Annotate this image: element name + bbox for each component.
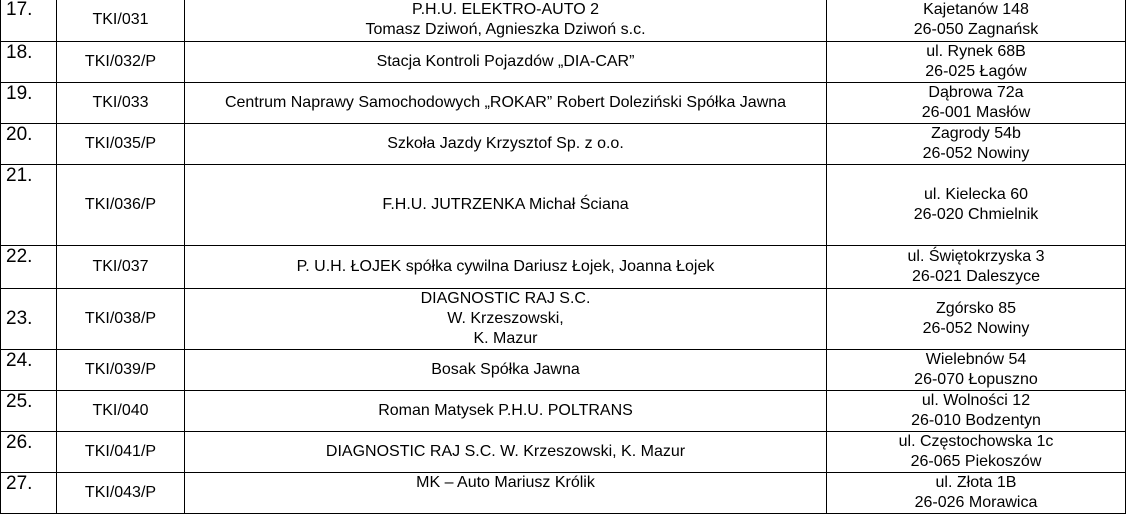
address-postal: 26-026 Morawica — [914, 494, 1038, 511]
station-name — [185, 350, 827, 391]
station-name-line: DIAGNOSTIC RAJ S.C. — [420, 290, 591, 307]
address-postal: 26-025 Łagów — [925, 63, 1027, 80]
address-postal: 26-001 Masłów — [921, 104, 1031, 121]
station-code: TKI/038/P — [57, 289, 185, 350]
row-number: 27. — [1, 473, 57, 514]
address-postal: 26-010 Bodzentyn — [911, 412, 1041, 429]
station-name-line: Roman Matysek P.H.U. POLTRANS — [378, 402, 633, 419]
row-number: 19. — [1, 83, 57, 124]
station-code: TKI/039/P — [57, 350, 185, 391]
table-row — [1, 124, 1126, 165]
station-address — [827, 350, 1126, 391]
station-name — [185, 289, 827, 350]
station-address — [827, 391, 1126, 432]
row-number: 21. — [1, 165, 57, 246]
station-name — [185, 0, 827, 42]
table-row — [1, 432, 1126, 473]
address-street: ul. Świętokrzyska 3 — [907, 248, 1045, 265]
address-street: ul. Kielecka 60 — [923, 186, 1029, 203]
address-street: Wielebnów 54 — [925, 351, 1027, 368]
station-name — [185, 124, 827, 165]
station-name-line: P.H.U. ELEKTRO-AUTO 2 — [411, 1, 599, 18]
station-name-line: P. U.H. ŁOJEK spółka cywilna Dariusz Łojek, Joanna Łojek — [296, 258, 715, 275]
station-address — [827, 0, 1126, 42]
address-postal: 26-020 Chmielnik — [913, 206, 1039, 223]
station-name-line: Bosak Spółka Jawna — [431, 361, 580, 378]
table-row — [1, 391, 1126, 432]
station-code: TKI/043/P — [57, 473, 185, 514]
address-postal: 26-052 Nowiny — [922, 320, 1030, 337]
station-address — [827, 124, 1126, 165]
address-street: ul. Złota 1B — [935, 474, 1017, 491]
station-name — [185, 246, 827, 289]
station-name-line: DIAGNOSTIC RAJ S.C. W. Krzeszowski, K. Mazur — [325, 443, 686, 460]
row-number: 18. — [1, 42, 57, 83]
address-street: Zagrody 54b — [931, 125, 1021, 142]
station-address — [827, 432, 1126, 473]
station-address — [827, 83, 1126, 124]
address-postal: 26-050 Zagnańsk — [913, 21, 1039, 38]
station-address — [827, 289, 1126, 350]
table-row — [1, 289, 1126, 350]
row-number: 17. — [1, 0, 57, 42]
table-row — [1, 350, 1126, 391]
station-code: TKI/037 — [57, 246, 185, 289]
station-name-line: W. Krzeszowski, — [447, 310, 564, 327]
address-street: Dąbrowa 72a — [928, 84, 1024, 101]
station-name-line: Tomasz Dziwoń, Agnieszka Dziwoń s.c. — [365, 21, 646, 38]
station-name — [185, 165, 827, 246]
table-row — [1, 165, 1126, 246]
station-address — [827, 246, 1126, 289]
station-name-line: Centrum Naprawy Samochodowych „ROKAR” Robert Doleziński Spółka Jawna — [224, 94, 787, 111]
station-code: TKI/040 — [57, 391, 185, 432]
station-name-line: Stacja Kontroli Pojazdów „DIA-CAR” — [376, 53, 635, 70]
address-postal: 26-070 Łopuszno — [914, 371, 1038, 388]
station-name-line: F.H.U. JUTRZENKA Michał Ściana — [382, 196, 629, 213]
station-code: TKI/032/P — [57, 42, 185, 83]
station-name-line: Szkoła Jazdy Krzysztof Sp. z o.o. — [387, 135, 624, 152]
station-name — [185, 473, 827, 514]
address-postal: 26-065 Piekoszów — [910, 453, 1042, 470]
row-number: 20. — [1, 124, 57, 165]
table-row — [1, 83, 1126, 124]
table-row — [1, 246, 1126, 289]
table-row — [1, 42, 1126, 83]
address-postal: 26-052 Nowiny — [922, 145, 1030, 162]
address-street: ul. Rynek 68B — [926, 43, 1026, 60]
station-name-line: K. Mazur — [473, 330, 538, 347]
address-street: ul. Wolności 12 — [921, 392, 1031, 409]
station-code: TKI/041/P — [57, 432, 185, 473]
table-row — [1, 473, 1126, 514]
row-number: 26. — [1, 432, 57, 473]
station-code: TKI/033 — [57, 83, 185, 124]
station-name — [185, 83, 827, 124]
station-address — [827, 473, 1126, 514]
address-street: Zgórsko 85 — [935, 300, 1017, 317]
station-address — [827, 165, 1126, 246]
station-name — [185, 42, 827, 83]
station-address — [827, 42, 1126, 83]
table-row — [1, 0, 1126, 42]
station-code: TKI/036/P — [57, 165, 185, 246]
station-code: TKI/035/P — [57, 124, 185, 165]
row-number: 22. — [1, 246, 57, 289]
station-name-line: MK – Auto Mariusz Królik — [416, 474, 595, 491]
address-postal: 26-021 Daleszyce — [911, 268, 1041, 285]
address-street: ul. Częstochowska 1c — [898, 433, 1054, 450]
station-name — [185, 432, 827, 473]
row-number: 23. — [1, 289, 57, 350]
row-number: 24. — [1, 350, 57, 391]
address-street: Kajetanów 148 — [923, 1, 1029, 18]
row-number: 25. — [1, 391, 57, 432]
station-code: TKI/031 — [57, 0, 185, 42]
station-name — [185, 391, 827, 432]
